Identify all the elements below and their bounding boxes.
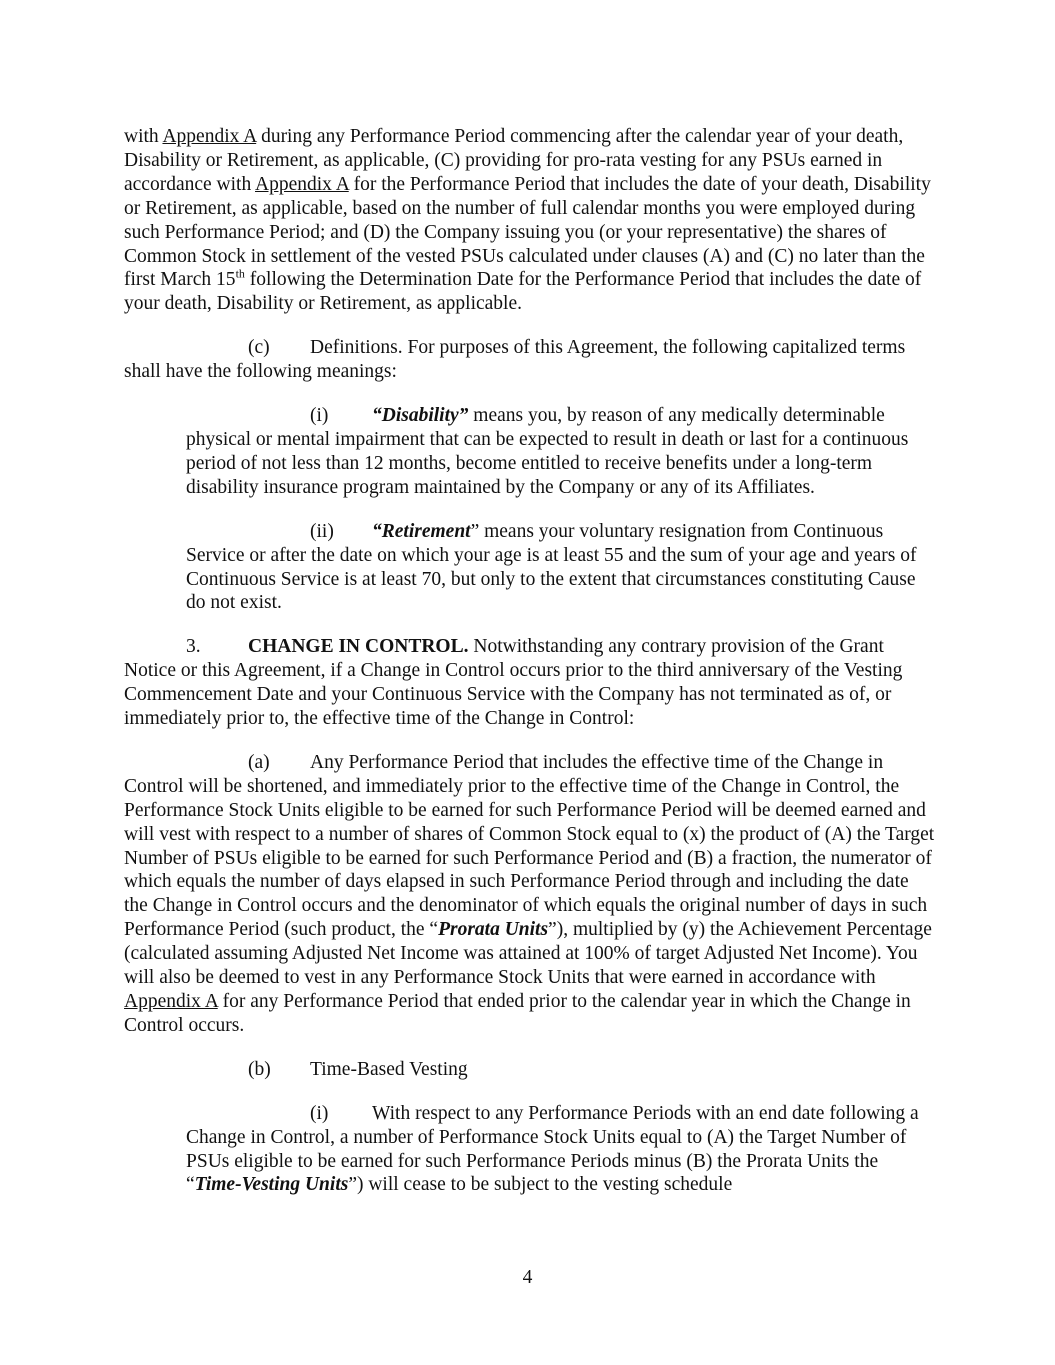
definition-retirement: (ii) “Retirement” means your voluntary resignation from Continuous Service or after the date on which your age is at least 55 and the sum of your age and years of Continuous Service is at least 70, but only to the extent that circumstances constituting Cause do not exist. <box>186 520 917 614</box>
section-3b-i: (i) With respect to any Performance Periods with an end date following a Change in Control, a number of Performance Stock Units equal to (A) the Target Number of PSUs eligible to be earned for such Performance Periods minus (B) the Prorata Units the “Time-Vesting Units”) will cease to be subject to the vesting schedule <box>186 1102 919 1196</box>
section-number: 3. <box>186 636 201 658</box>
section-c-definitions: (c) Definitions. For purposes of this Agreement, the following capitalized terms shall have the following meanings: <box>124 337 906 383</box>
section-marker: (a) <box>248 751 270 773</box>
section-3b-heading: (b) Time-Based Vesting <box>248 1058 468 1080</box>
appendix-a-reference: Appendix A <box>124 991 218 1012</box>
section-heading: CHANGE IN CONTROL. <box>248 636 469 658</box>
appendix-a-reference: Appendix A <box>255 173 349 195</box>
section-3a: (a) Any Performance Period that includes the effective time of the Change in Control will be shortened, and immediately prior to the effective time of the Change in Control, the Performance Stock Units eligible to be earned for such Performance Period will be deemed earned and will vest with respect to a number of shares of Common Stock equal to (x) the product of (A) the Target Number of PSUs eligible to be earned for such Performance Period and (B) a fraction, the numerator of which equals the number of days elapsed in such Performance Period through and including the date the Change in Control occurs and the denominator of which equals the original number of days in such Performance Period (such product, the “Prorata Units”), multiplied by (y) the Achievement Percentage (calculated assuming Adjusted Net Income was attained at 100% of target Adjusted Net Income). You will also be deemed to vest in any Performance Stock Units that were earned in accordance with Appendix A for any Performance Period that ended prior to the calendar year in which the Change in Control occurs. <box>124 751 935 1036</box>
defined-term: Time-Vesting Units <box>194 1174 349 1196</box>
section-marker: (c) <box>248 337 270 359</box>
defined-term: “Retirement <box>372 520 471 542</box>
page-number: 4 <box>522 1267 533 1288</box>
defined-term: “Disability” <box>372 405 469 427</box>
section-3-change-in-control: 3. CHANGE IN CONTROL. Notwithstanding any contrary provision of the Grant Notice or this Agreement, if a Change in Control occurs prior to the third anniversary of the Vesting Commencement Date and your Continuous Service with the Company has not terminated as of, or immediately prior to, the effective time of the Change in Control: <box>124 636 903 730</box>
section-marker: (i) <box>310 405 329 427</box>
document-page <box>124 125 936 1197</box>
appendix-a-reference: Appendix A <box>162 126 257 147</box>
paragraph-continuation: with Appendix A during any Performance Period commencing after the calendar year of your death, Disability or Retirement, as applicable, (C) providing for pro-rata vesting for any PSUs earned in accordance with Appendix A for the Performance Period that includes the date of your death, Disability or Retirement, as applicable, based on the number of full calendar months you were employed during such Performance Period; and (D) the Company issuing you (or your representative) the shares of Common Stock in settlement of the vested PSUs calculated under clauses (A) and (C) no later than the first March 15th following the Determination Date for the Performance Period that includes the date of your death, Disability or Retirement, as applicable. <box>124 126 931 315</box>
definition-disability: (i) “Disability” means you, by reason of any medically determinable physical or mental impairment that can be expected to result in death or last for a continuous period of not less than 12 months, become entitled to receive benefits under a long-term disability insurance program maintained by the Company or any of its Affiliates. <box>186 405 909 498</box>
defined-term: Prorata Units <box>438 919 549 941</box>
ordinal-suffix: th <box>235 266 245 281</box>
section-marker: (ii) <box>310 520 334 542</box>
section-marker: (i) <box>310 1102 329 1124</box>
section-marker: (b) <box>248 1058 271 1080</box>
